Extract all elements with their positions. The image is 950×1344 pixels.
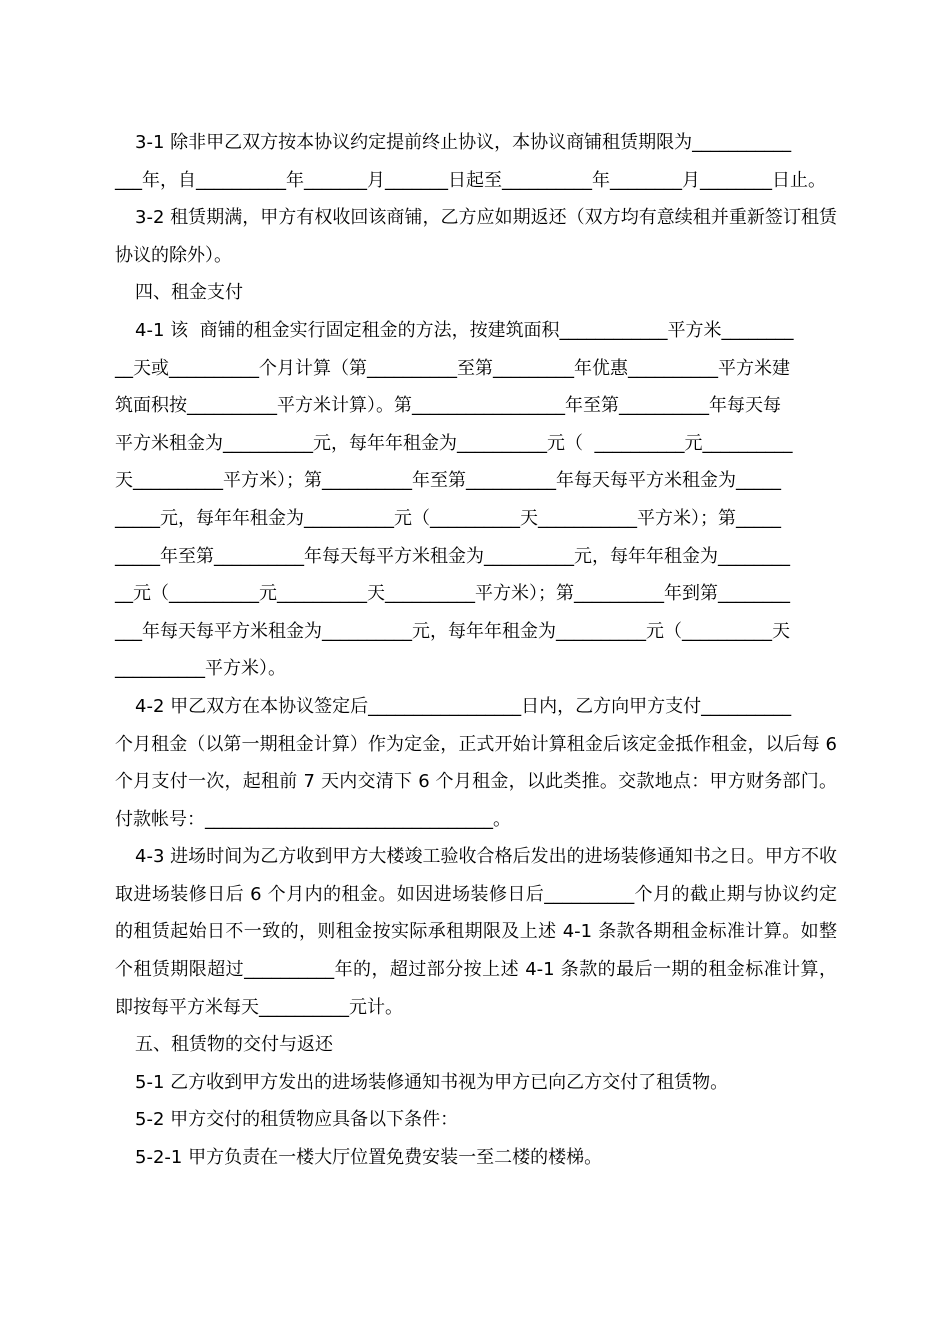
section-heading-delivery-return: 五、租赁物的交付与返还 bbox=[135, 1034, 333, 1056]
clause-4-3: 4-3 进场时间为乙方收到甲方大楼竣工验收合格后发出的进场装修通知书之日。甲方不收取进场装修日后 6 个月内的租金。如因进场装修日后__________个月的截止期与协议约定的租赁起始日不一致的，则租金按实际承租期限及上述 4-1 条款各期租金标准计算。如整个租赁期限超过__________年的，超过部分按上述 4-1 条款的最后一期的租金标准计算，即按每平方米每天__________元计。 bbox=[115, 846, 837, 1018]
clause-3-2: 3-2 租赁期满，甲方有权收回该商铺，乙方应如期返还（双方均有意续租并重新签订租赁协议的除外）。 bbox=[115, 207, 837, 266]
clause-5-2: 5-2 甲方交付的租赁物应具备以下条件： bbox=[135, 1109, 459, 1131]
clause-5-1: 5-1 乙方收到甲方发出的进场装修通知书视为甲方已向乙方交付了租赁物。 bbox=[135, 1071, 729, 1093]
clause-3-1: 3-1 除非甲乙双方按本协议约定提前终止协议，本协议商铺租赁期限为___________ ___年，自__________年_______月_______日起至__________年________月________日止。 bbox=[115, 132, 826, 191]
clause-4-1: 4-1 该 商铺的租金实行固定租金的方法，按建筑面积____________平方米________ __天或__________个月计算（第__________至第_________年优惠__________平方米建 筑面积按__________平方米计算）。第_________________年至第__________年每天每 平方米租金为__________元，每年年租金为__________元（ __________元__________ 天__________平方米）；第__________年至第__________年每天每平方米租金为_____ _____元，每年年租金为__________元（__________天___________平方米）；第_____ _____年至第__________年每天每平方米租金为__________元，每年年租金为________ __元（__________元__________天__________平方米）；第__________年到第________ ___年每天每平方米租金为__________元，每年年租金为__________元（__________天 __________平方米）。 bbox=[115, 319, 794, 680]
document-body bbox=[115, 124, 837, 1177]
clause-4-2: 4-2 甲乙双方在本协议签定后_________________日内，乙方向甲方支付__________ 个月租金（以第一期租金计算）作为定金，正式开始计算租金后该定金抵作租金，以后每 6 个月支付一次，起租前 7 天内交清下 6 个月租金，以此类推。交款地点：甲方财务部门。付款帐号：________________________________。 bbox=[115, 695, 837, 830]
clause-5-2-1: 5-2-1 甲方负责在一楼大厅位置免费安装一至二楼的楼梯。 bbox=[135, 1147, 603, 1169]
section-heading-rent-payment: 四、租金支付 bbox=[135, 282, 243, 304]
